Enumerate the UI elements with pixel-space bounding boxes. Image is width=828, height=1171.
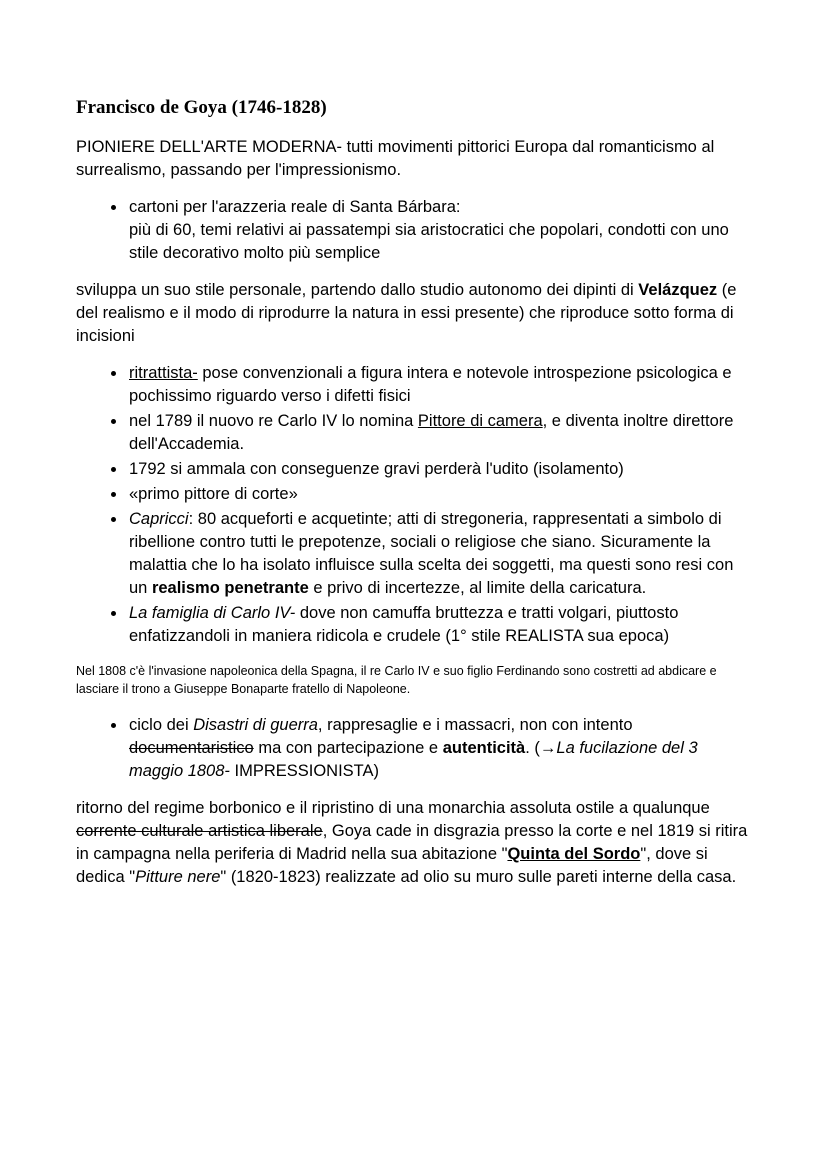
text-run: «primo pittore di corte» — [129, 485, 298, 503]
list-item-malattia — [127, 458, 756, 481]
text-run: sviluppa un suo stile personale, partendo dallo studio autonomo dei dipinti di — [76, 281, 639, 299]
closing-paragraph — [76, 797, 756, 889]
paragraph-velazquez — [76, 279, 756, 348]
text-run: e privo di incertezze, al limite della caricatura. — [308, 579, 647, 597]
bullet-list-cartoni — [76, 196, 756, 265]
bullet-list-main — [76, 362, 756, 648]
italic-run: Disastri di guerra — [193, 716, 318, 734]
list-item-primo-pittore — [127, 483, 756, 506]
italic-run: La famiglia di Carlo IV- — [129, 604, 296, 622]
text-run: " (1820-1823) realizzate ad olio su muro sulle pareti interne della casa. — [220, 868, 737, 886]
text-run: 1792 si ammala con conseguenze gravi perderà l'udito (isolamento) — [129, 460, 624, 478]
italic-run: →La fucilazione del 3 maggio 1808- — [129, 739, 698, 780]
text-run: IMPRESSIONISTA) — [229, 762, 380, 780]
bold-run: autenticità — [442, 739, 526, 757]
text-run: , e diventa inoltre direttore dell'Accademia. — [129, 412, 734, 453]
list-item-carlo-iv — [127, 410, 756, 456]
bold-run: Velázquez — [638, 281, 718, 299]
text-run: , rappresaglie e i massacri, non con intento — [317, 716, 633, 734]
text-run: pose convenzionali a figura intera e notevole introspezione psicologica e pochissimo riguardo verso i difetti fisici — [129, 364, 732, 405]
italic-run: Pitture nere — [135, 868, 221, 886]
note-paragraph-1808 — [76, 662, 756, 698]
text-run: Nel 1808 c'è l'invasione napoleonica della Spagna, il re Carlo IV e suo figlio Ferdinando sono costretti ad abdicare e lasciare il trono a Giuseppe Bonaparte fratello di Napoleone. — [76, 664, 717, 696]
bullet-list-disastri — [76, 714, 756, 783]
list-item-capricci — [127, 508, 756, 600]
text-run: : 80 acqueforti e acquetinte; atti di stregoneria, rappresentati a simbolo di ribellione contro tutti le prepotenze, sociali o religiose che siano. Sicuramente la malattia che lo ha isolato influisce sulla scelta dei soggetti, ma questi sono resi con un — [129, 510, 734, 597]
text-run: , Goya cade in disgrazia presso la corte e nel 1819 si ritira in campagna nella periferia di Madrid nella sua abitazione " — [76, 822, 748, 863]
bold-underline-run: Quinta del Sordo — [507, 845, 641, 863]
strikethrough-run: documentaristico — [129, 739, 254, 757]
bold-run: realismo penetrante — [151, 579, 309, 597]
strikethrough-run: corrente culturale artistica liberale — [76, 822, 323, 840]
list-item-famiglia — [127, 602, 756, 648]
document-title: Francisco de Goya (1746-1828) — [76, 97, 327, 118]
list-item-disastri — [127, 714, 756, 783]
text-run: più di 60, temi relativi ai passatempi sia aristocratici che popolari, condotti con uno stile decorativo molto più semplice — [129, 221, 729, 262]
text-run: nel 1789 il nuovo re Carlo IV lo nomina — [129, 412, 418, 430]
list-item-ritrattista — [127, 362, 756, 408]
text-run: PIONIERE DELL'ARTE MODERNA- tutti movimenti pittorici Europa dal romanticismo al surrealismo, passando per l'impressionismo. — [76, 138, 715, 179]
list-item-cartoni — [127, 196, 756, 265]
text-run: ciclo dei — [129, 716, 194, 734]
underline-run: Pittore di camera — [417, 412, 543, 430]
text-run: cartoni per l'arazzeria reale di Santa Bárbara: — [129, 198, 461, 216]
text-run: (e del realismo e il modo di riprodurre la natura in essi presente) che riproduce sotto forma di incisioni — [76, 281, 737, 345]
italic-run: Capricci — [129, 510, 189, 528]
underline-run: ritrattista- — [129, 364, 198, 382]
text-run: . ( — [525, 739, 540, 757]
intro-paragraph — [76, 136, 756, 182]
text-run: ", dove si dedica " — [76, 845, 708, 886]
text-run: ritorno del regime borbonico e il ripristino di una monarchia assoluta ostile a qualunque — [76, 799, 710, 817]
text-run: ma con partecipazione e — [253, 739, 443, 757]
text-run: dove non camuffa bruttezza e tratti volgari, piuttosto enfatizzandoli in maniera ridicola e crudele (1° stile REALISTA sua epoca) — [129, 604, 679, 645]
